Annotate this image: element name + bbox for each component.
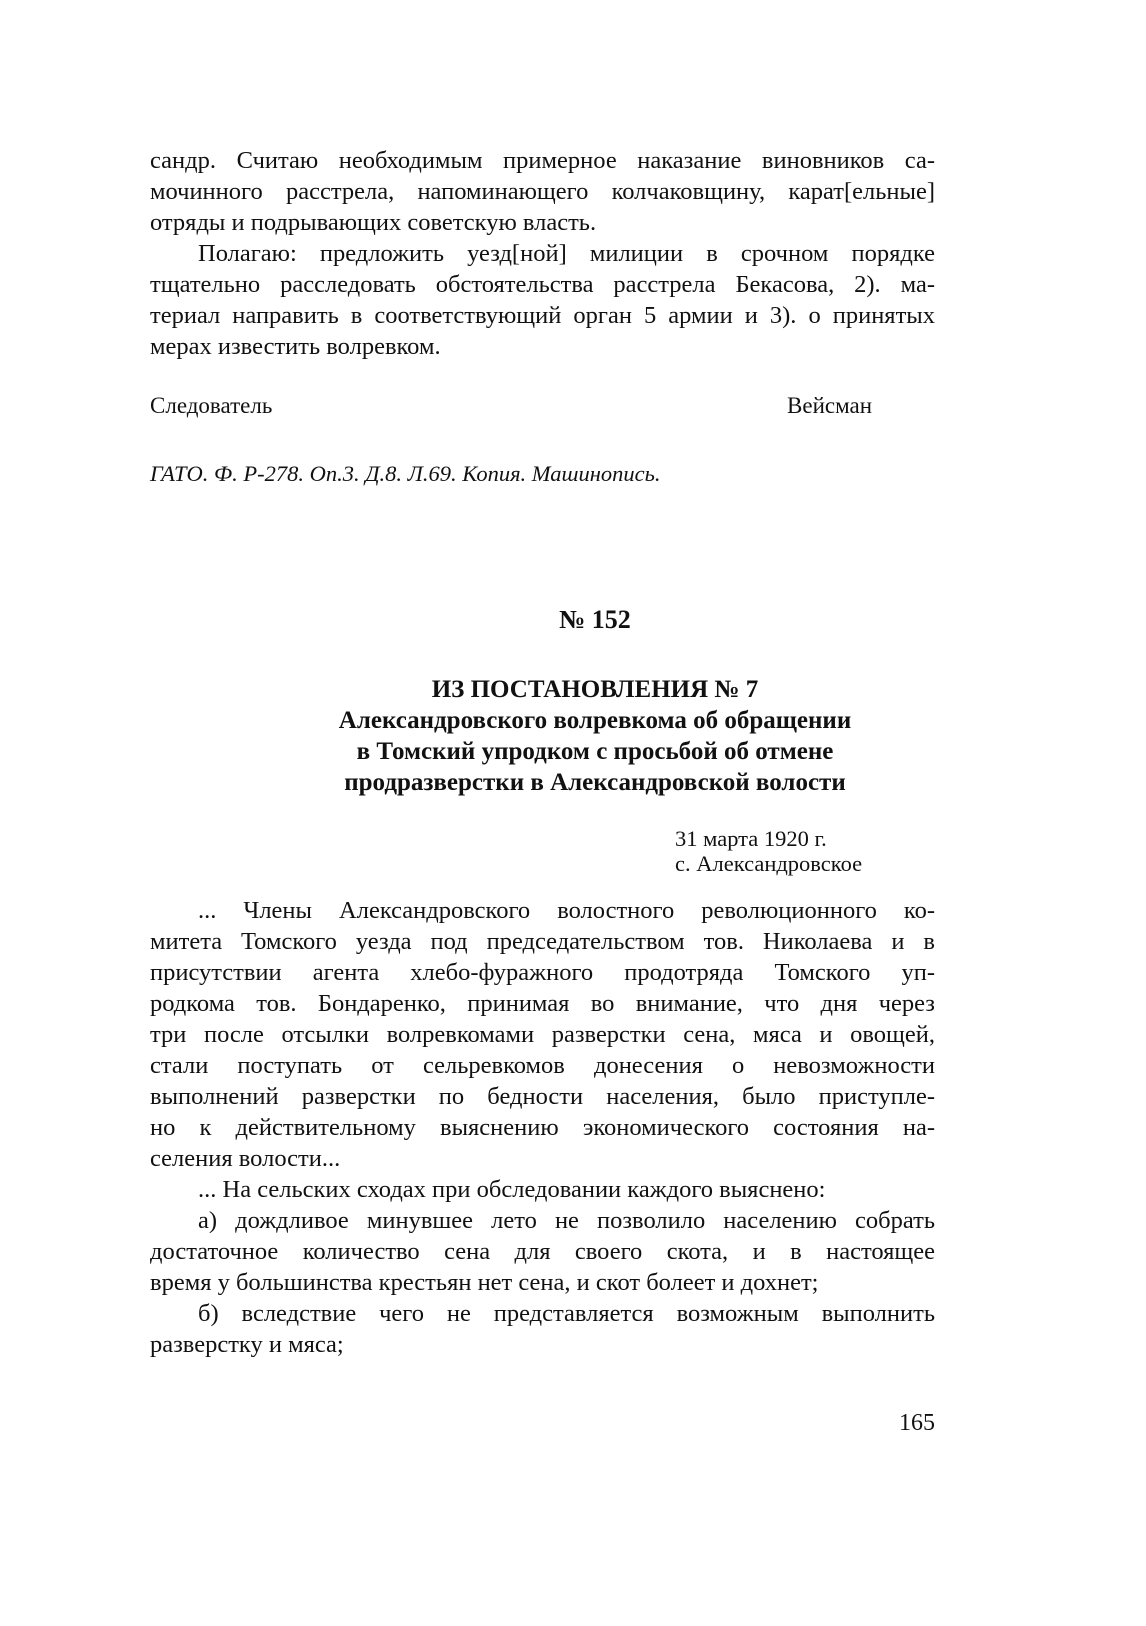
document-date-place <box>675 826 862 876</box>
document-number: № 152 <box>559 605 631 634</box>
text-line: выполнений разверстки по бедности населения, было приступле- <box>150 1083 935 1110</box>
text-line: время у большинства крестьян нет сена, и скот болеет и дохнет; <box>150 1269 819 1296</box>
text-line: разверстку и мяса; <box>150 1331 344 1358</box>
text-line: отряды и подрывающих советскую власть. <box>150 209 597 236</box>
text-line: присутствии агента хлебо-фуражного продотряда Томского уп- <box>150 959 935 986</box>
signature-role: Следователь <box>150 393 273 418</box>
signature-name: Вейсман <box>787 393 872 418</box>
text-line: достаточное количество сена для своего скота, и в настоящее <box>150 1238 935 1265</box>
text-line: териал направить в соответствующий орган 5 армии и 3). о принятых <box>150 302 935 329</box>
body-paragraph-2 <box>150 1174 935 1205</box>
document-date: 31 марта 1920 г. <box>675 826 827 851</box>
text-line: ... Члены Александровского волостного революционного ко- <box>198 897 935 924</box>
document-place: с. Александровское <box>675 851 863 876</box>
body-paragraph-3 <box>150 1205 935 1298</box>
continued-text-paragraph-1 <box>150 145 935 238</box>
text-line: три после отсылки волревкомами разверстки сена, мяса и овощей, <box>150 1021 935 1048</box>
body-paragraph-4 <box>150 1298 935 1360</box>
document-title <box>0 674 1146 798</box>
text-line: митета Томского уезда под председательством тов. Николаева и в <box>150 928 935 955</box>
document-title-line: ИЗ ПОСТАНОВЛЕНИЯ № 7 <box>431 676 759 703</box>
document-title-line: продразверстки в Александровской волости <box>344 769 846 796</box>
text-line: б) вследствие чего не представляется возможным выполнить <box>198 1300 935 1327</box>
text-line: мерах известить волревком. <box>150 333 441 360</box>
text-line: родкома тов. Бондаренко, принимая во внимание, что дня через <box>150 990 935 1017</box>
text-line: но к действительному выяснению экономического состояния на- <box>150 1114 935 1141</box>
text-line: а) дождливое минувшее лето не позволило населению собрать <box>198 1207 935 1234</box>
text-line: ... На сельских сходах при обследовании каждого выяснено: <box>198 1176 826 1203</box>
document-title-line: Александровского волревкома об обращении <box>338 707 852 734</box>
text-line: сандр. Считаю необходимым примерное наказание виновников са- <box>150 147 935 174</box>
document-title-line: в Томский упродком с просьбой об отмене <box>356 738 834 765</box>
body-paragraph-1 <box>150 895 935 1174</box>
text-line: Полагаю: предложить уезд[ной] милиции в срочном порядке <box>198 240 935 267</box>
text-line: тщательно расследовать обстоятельства расстрела Бекасова, 2). ма- <box>150 271 935 298</box>
text-line: стали поступать от сельревкомов донесения о невозможности <box>150 1052 935 1079</box>
text-line: селения волости... <box>150 1145 341 1172</box>
page-number: 165 <box>899 1410 935 1436</box>
continued-text-paragraph-2 <box>150 238 935 362</box>
text-line: мочинного расстрела, напоминающего колчаковщину, карат[ельные] <box>150 178 935 205</box>
archive-source-note: ГАТО. Ф. Р-278. Оп.3. Д.8. Л.69. Копия. Машинопись. <box>150 461 661 486</box>
signature-line <box>150 392 872 420</box>
